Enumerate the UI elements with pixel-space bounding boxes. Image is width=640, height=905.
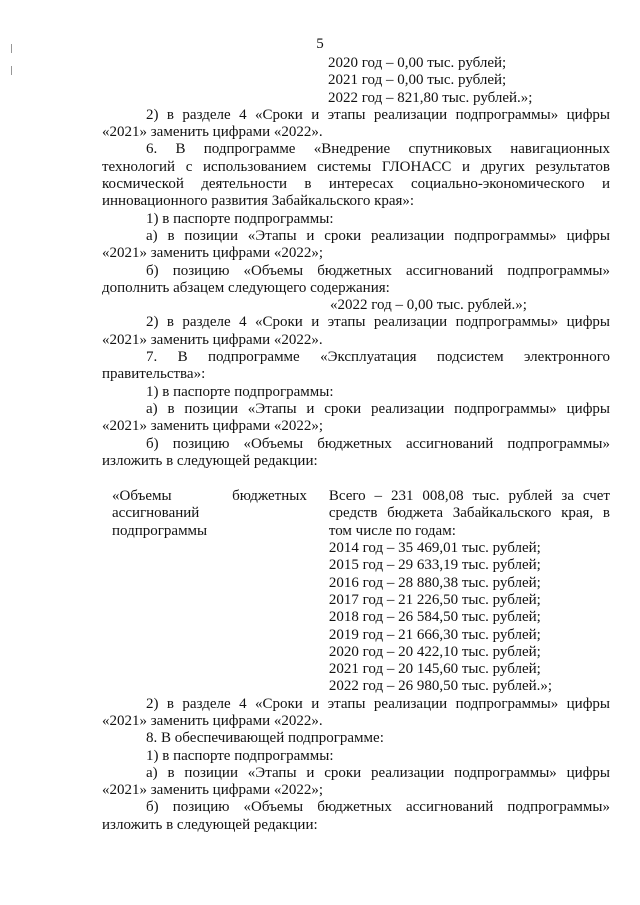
paragraph-line: б) позицию «Объемы бюджетных ассигнований подпрограммы» [146,799,610,816]
paragraph-line: б) позицию «Объемы бюджетных ассигнований подпрограммы» [146,262,610,279]
scan-artifact-mark: | [10,44,14,54]
funding-line: 2021 год – 0,00 тыс. рублей; [328,72,507,89]
paragraph-line: «2021» заменить цифрами «2022». [102,712,323,729]
paragraph-line: «2021» заменить цифрами «2022»; [102,418,324,435]
funding-line: 2020 год – 0,00 тыс. рублей; [328,55,507,71]
table-value-line: том числе по годам: [328,522,456,539]
table-label-line: подпрограммы [112,522,208,539]
funding-line: 2022 год – 821,80 тыс. рублей.»; [328,89,533,106]
paragraph-line: 2) в разделе 4 «Сроки и этапы реализации подпрограммы» цифры [146,106,610,123]
table-value-line: Всего – 231 008,08 тыс. рублей за счет [328,488,610,505]
paragraph-line: 2) в разделе 4 «Сроки и этапы реализации подпрограммы» цифры [146,695,610,712]
paragraph-line: «2021» заменить цифрами «2022». [102,331,323,348]
page-number: 5 [316,36,324,52]
year-funding-line: 2015 год – 29 633,19 тыс. рублей; [328,557,541,574]
budget-table-label-cell [102,488,307,540]
section-6-text: технологий с использованием системы ГЛОНАСС и других результатов космической деятельности в интересах социально-экономического и инновационного развития Забайкальского края»: [102,158,610,210]
year-funding-line: 2014 год – 35 469,01 тыс. рублей; [328,540,541,557]
year-funding-line: 2020 год – 20 422,10 тыс. рублей; [328,643,541,660]
paragraph-line: изложить в следующей редакции: [102,816,318,833]
spacer [102,470,610,488]
year-funding-line: 2018 год – 26 584,50 тыс. рублей; [328,609,541,626]
paragraph-line: «2021» заменить цифрами «2022»; [102,245,324,262]
quoted-amendment: «2022 год – 0,00 тыс. рублей.»; [330,297,527,314]
paragraph-line: 2) в разделе 4 «Сроки и этапы реализации подпрограммы» цифры [146,314,610,331]
table-value-line: средств бюджета Забайкальского края, в [328,505,610,522]
section-6-heading: 6. В подпрограмме «Внедрение спутниковых навигационных [146,141,610,158]
paragraph-line: 1) в паспорте подпрограммы: [146,747,334,764]
section-7-heading: 7. В подпрограмме «Эксплуатация подсистем электронного [146,349,610,366]
year-funding-line: 2016 год – 28 880,38 тыс. рублей; [328,574,541,591]
table-label-line: «Объемы бюджетных [112,488,307,505]
paragraph-line: а) в позиции «Этапы и сроки реализации подпрограммы» цифры [146,227,610,244]
budget-table [102,488,610,696]
year-funding-line: 2019 год – 21 666,30 тыс. рублей; [328,626,541,643]
paragraph-line: 1) в паспорте подпрограммы: [146,383,334,400]
paragraph-line: «2021» заменить цифрами «2022»; [102,782,324,799]
year-funding-line: 2021 год – 20 145,60 тыс. рублей; [328,661,541,678]
section-8-heading: 8. В обеспечивающей подпрограмме: [146,730,384,747]
paragraph-line: «2021» заменить цифрами «2022». [102,124,323,141]
paragraph-line: б) позицию «Объемы бюджетных ассигнований подпрограммы» [146,435,610,452]
paragraph-line: 1) в паспорте подпрограммы: [146,210,334,227]
paragraph-line: а) в позиции «Этапы и сроки реализации подпрограммы» цифры [146,764,610,781]
paragraph-line: изложить в следующей редакции: [102,452,318,469]
section-7-heading-cont: правительства»: [102,366,206,383]
table-label-line: ассигнований [112,505,200,522]
document-body [102,55,610,834]
year-funding-line: 2017 год – 21 226,50 тыс. рублей; [328,591,541,608]
budget-table-value-cell [329,488,610,696]
year-funding-line: 2022 год – 26 980,50 тыс. рублей.»; [328,678,553,695]
scan-artifact-mark: | [10,66,14,76]
paragraph-line: а) в позиции «Этапы и сроки реализации подпрограммы» цифры [146,400,610,417]
paragraph-line: дополнить абзацем следующего содержания: [102,279,390,296]
